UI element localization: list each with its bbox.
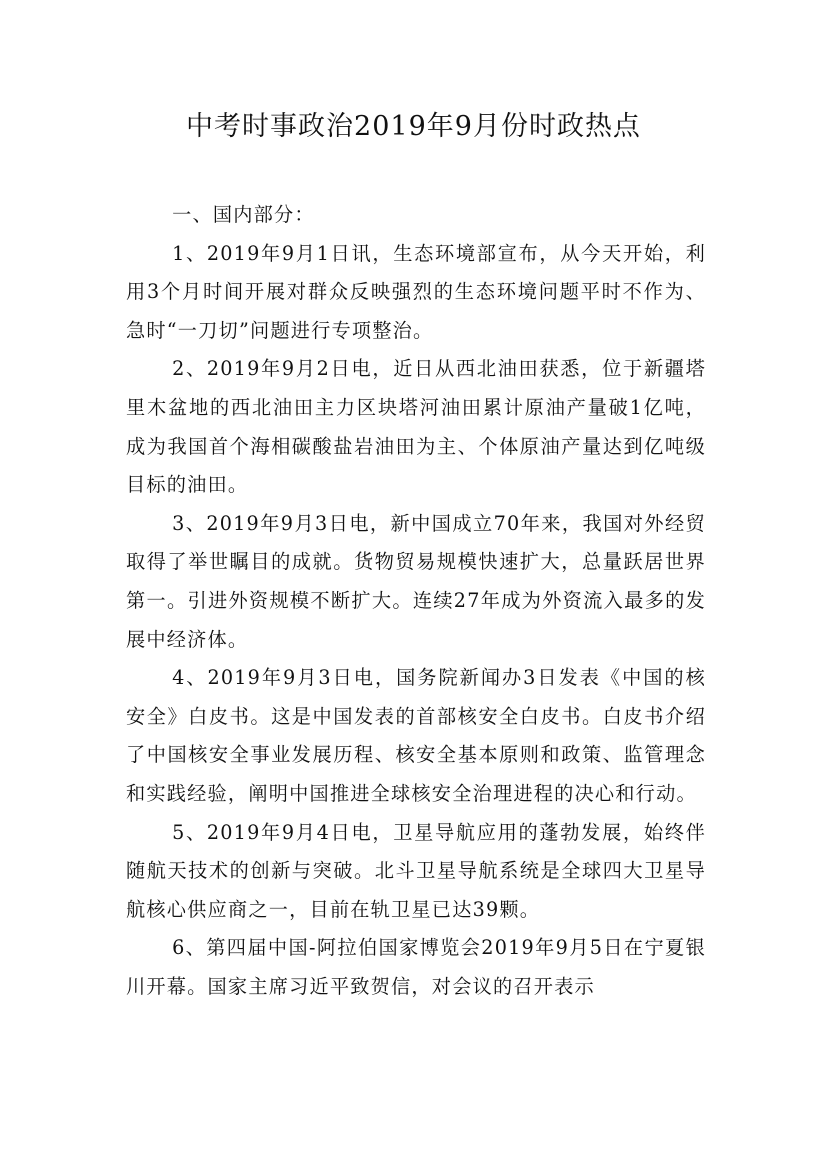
- section-heading: 一、国内部分：: [172, 203, 315, 226]
- paragraph-3: 3、2019年9月3日电，新中国成立70年来，我国对外经贸取得了举世瞩目的成就。货物贸易规模快速扩大，总量跃居世界第一。引进外资规模不断扩大。连续27年成为外资流入最多的发展中经济体。: [126, 511, 706, 651]
- paragraph-4: 4、2019年9月3日电，国务院新闻办3日发表《中国的核安全》白皮书。这是中国发表的首部核安全白皮书。白皮书介绍了中国核安全事业发展历程、核安全基本原则和政策、监管理念和实践经验，阐明中国推进全球核安全治理进程的决心和行动。: [126, 666, 706, 805]
- paragraph-6: 6、第四届中国-阿拉伯国家博览会2019年9月5日在宁夏银川开幕。国家主席习近平致贺信，对会议的召开表示: [126, 936, 706, 998]
- document-body: [126, 196, 706, 1006]
- paragraph-1: 1、2019年9月1日讯，生态环境部宣布，从今天开始，利用3个月时间开展对群众反映强烈的生态环境问题平时不作为、急时“一刀切”问题进行专项整治。: [126, 241, 706, 342]
- paragraph-5: 5、2019年9月4日电，卫星导航应用的蓬勃发展，始终伴随航天技术的创新与突破。北斗卫星导航系统是全球四大卫星导航核心供应商之一，目前在轨卫星已达39颗。: [126, 820, 706, 921]
- document-title: 中考时事政治2019年9月份时政热点: [186, 111, 641, 142]
- paragraph-2: 2、2019年9月2日电，近日从西北油田获悉，位于新疆塔里木盆地的西北油田主力区块塔河油田累计原油产量破1亿吨，成为我国首个海相碳酸盐岩油田为主、个体原油产量达到亿吨级目标的油田。: [126, 357, 706, 497]
